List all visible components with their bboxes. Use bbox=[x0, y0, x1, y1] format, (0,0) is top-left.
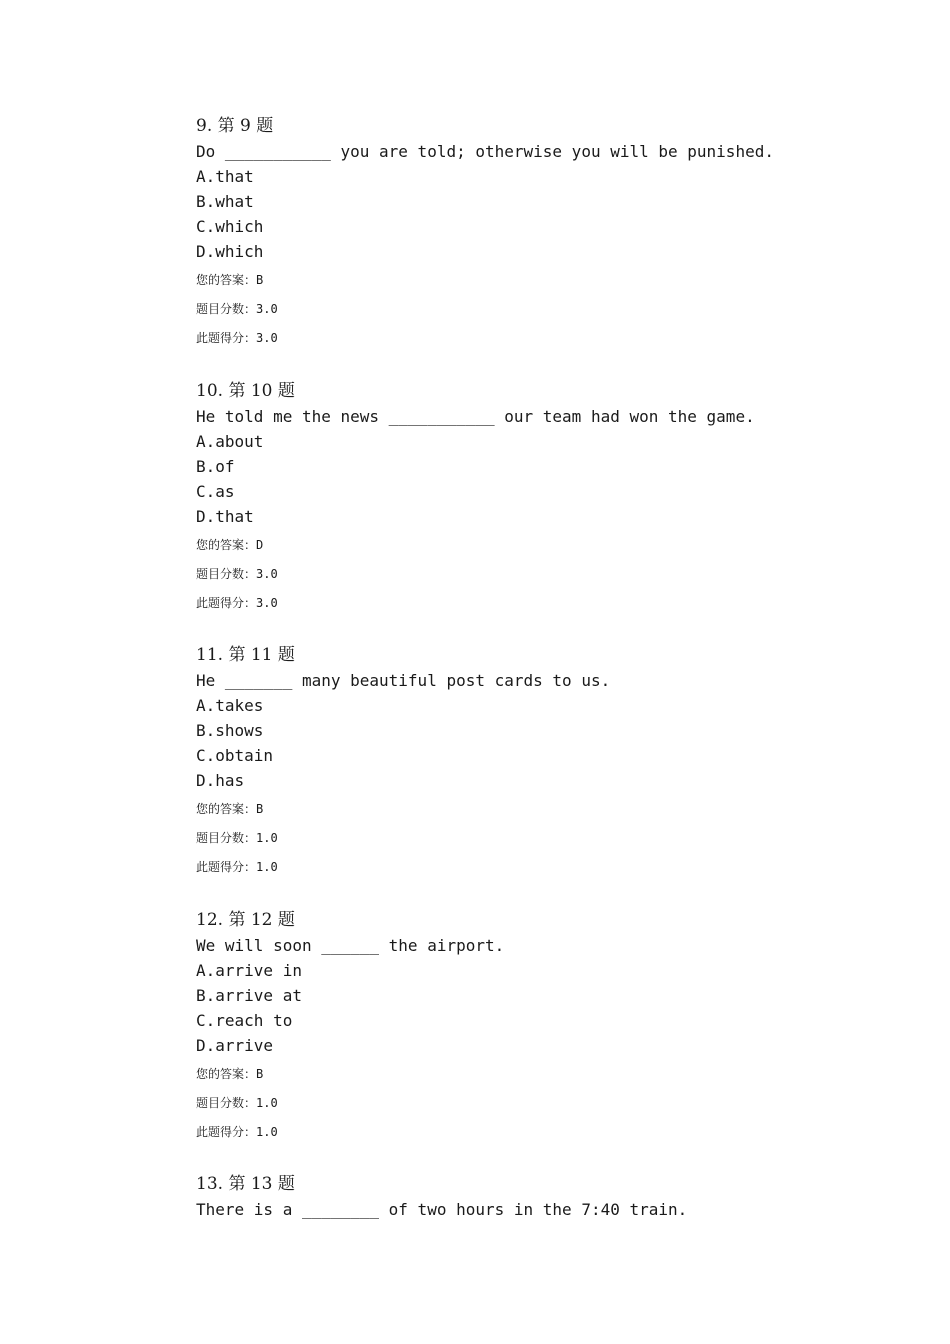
question-9 bbox=[196, 114, 816, 379]
option-a: A.that bbox=[196, 167, 254, 186]
option-d: D.arrive bbox=[196, 1035, 274, 1055]
your-answer: 您的答案：D bbox=[196, 537, 264, 552]
question-title: 11. 第 11 题 bbox=[196, 645, 295, 665]
question-stem: He told me the news ___________ our team had won the game. bbox=[196, 406, 755, 426]
question-stem: Do ___________ you are told; otherwise you will be punished. bbox=[196, 142, 774, 161]
question-score: 题目分数：3.0 bbox=[196, 302, 278, 316]
question-score: 题目分数：1.0 bbox=[196, 1095, 278, 1110]
question-title: 12. 第 12 题 bbox=[196, 909, 295, 930]
question-title: 10. 第 10 题 bbox=[196, 380, 295, 401]
option-d: D.which bbox=[196, 242, 264, 261]
question-stem: We will soon ______ the airport. bbox=[196, 935, 505, 955]
earned-score: 此题得分：1.0 bbox=[196, 860, 278, 874]
option-a: A.about bbox=[196, 431, 264, 451]
question-12 bbox=[196, 908, 816, 1173]
option-c: C.as bbox=[196, 481, 235, 501]
option-a: A.takes bbox=[196, 696, 264, 715]
question-title: 13. 第 13 题 bbox=[196, 1174, 295, 1194]
question-11 bbox=[196, 643, 816, 908]
option-c: C.which bbox=[196, 217, 264, 236]
earned-score: 此题得分：1.0 bbox=[196, 1124, 278, 1139]
question-score: 题目分数：3.0 bbox=[196, 566, 278, 581]
option-b: B.of bbox=[196, 456, 235, 476]
option-d: D.has bbox=[196, 771, 245, 790]
earned-score: 此题得分：3.0 bbox=[196, 331, 278, 345]
earned-score: 此题得分：3.0 bbox=[196, 595, 278, 610]
option-a: A.arrive in bbox=[196, 960, 302, 980]
quiz-document bbox=[196, 114, 816, 1222]
question-10 bbox=[196, 379, 816, 644]
option-c: C.reach to bbox=[196, 1010, 293, 1030]
option-b: B.what bbox=[196, 192, 254, 211]
your-answer: 您的答案：B bbox=[196, 1066, 264, 1081]
question-stem: He _______ many beautiful post cards to us. bbox=[196, 671, 611, 690]
option-d: D.that bbox=[196, 506, 254, 526]
option-c: C.obtain bbox=[196, 746, 274, 765]
option-b: B.shows bbox=[196, 721, 264, 740]
question-score: 题目分数：1.0 bbox=[196, 831, 278, 845]
your-answer: 您的答案：B bbox=[196, 802, 264, 816]
question-stem: There is a ________ of two hours in the 7:40 train. bbox=[196, 1200, 688, 1219]
question-title: 9. 第 9 题 bbox=[196, 116, 274, 136]
option-b: B.arrive at bbox=[196, 985, 302, 1005]
question-13 bbox=[196, 1172, 816, 1222]
your-answer: 您的答案：B bbox=[196, 273, 264, 287]
